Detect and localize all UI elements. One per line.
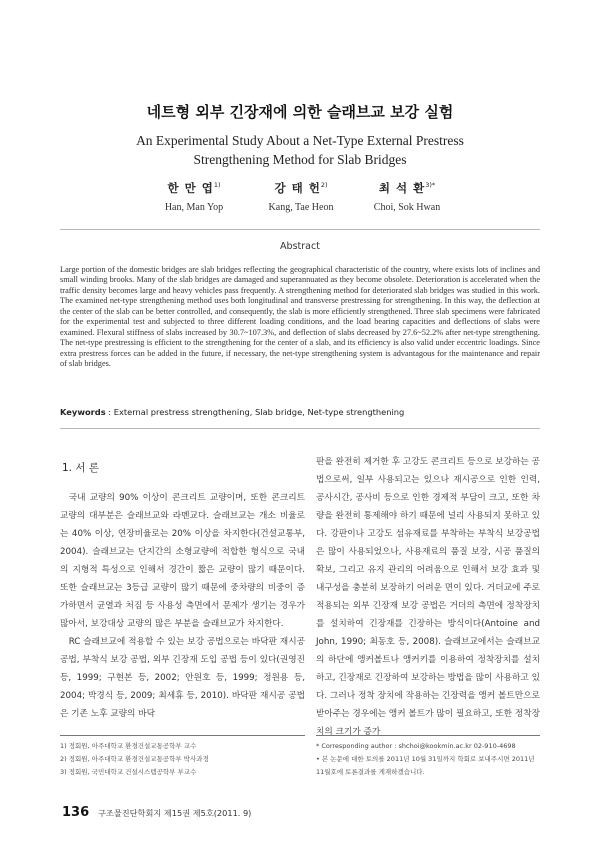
paper-title-english-line2: Strengthening Method for Slab Bridges	[193, 152, 407, 167]
author-2-name-en: Kang, Tae Heon	[268, 202, 334, 213]
author-3-name-ko: 최 석 환$^{3)*}$	[378, 181, 436, 195]
author-3	[352, 180, 462, 213]
author-footnotes	[60, 740, 305, 779]
body-paragraph-3: 판을 완전히 제거한 후 고강도 콘크리트 등으로 보강하는 공법으로써, 일부 사용되고는 있으나 재시공으로 인한 인력, 공사시간, 공사비 등으로 인한 경제적 부담이 크고, 또한 차량을 완전히 통제해야 하기 때문에 널리 사용되지 못하고 있다. 강판이나 고강도 섬유재료를 부착하는 부착식 보강공법은 많이 사용되었으나, 사용재료의 품질 보장, 시공 품질의 확보, 그리고 유지 관리의 어려움으로 인해서 보강 효과 및 내구성을 충분히 보장하기 어려운 면이 있다. 거더교에 주로 적용되는 외부 긴장재 보강 공법은 거더의 측면에 정착장치를 설치하여 긴장재를 긴장하는 방식이다(Antoine and John, 1990; 최동호 등, 2008). 슬래브교에서는 슬래브교의 하단에 앵커볼트나 앵커키를 이용하여 정착장치를 설치하고, 긴장재로 긴장하여 보강하는 방법을 많이 사용하고 있다. 그러나 정착 장치에 작용하는 긴장력을 앵커 볼트만으로 받아주는 경우에는 앵커 볼트가 많이 필요하고, 또한 정착장치의 크기가 증가	[316, 457, 540, 737]
paper-title-korean: 네트형 외부 긴장재에 의한 슬래브교 보강 실험	[146, 103, 454, 121]
keywords-text: : External prestress strengthening, Slab bridge, Net-type strengthening	[108, 407, 405, 417]
footnote-1: 1) 정회원, 아주대학교 환경건설교통공학부 교수	[60, 742, 197, 750]
journal-citation: 구조물진단학회지 제15권 제5호(2011. 9)	[98, 808, 252, 818]
body-right-column	[316, 453, 540, 741]
author-2-name-ko: 강 태 헌$^{2)}$	[274, 181, 328, 195]
author-2	[246, 180, 356, 213]
discussion-note: • 본 논문에 대한 토의를 2011년 10월 31일까지 학회로 보내주시면 2011년 11월호에 토론결과를 게재하겠습니다.	[316, 755, 535, 776]
corresponding-author-note: * Corresponding author : shchoi@kookmin.ac.kr 02-910-4698	[316, 742, 516, 750]
abstract-bottom-rule	[60, 428, 540, 429]
abstract-text: Large portion of the domestic bridges are slab bridges reflecting the geographical characteristic of the country, where exists lots of inclines and small winding brooks. Many of the slab bridges are damaged and superannuated as they become obsolete. Deterioration is accelerated when the traffic density becomes large and heavy vehicles pass frequently. A strengthening method for deteriorated slab bridges was studied in this work. The examined net-type strengthening method uses both longitudinal and transverse prestressing for strengthening. In this way, the deflection at the center of the slab can be better controlled, and consequently, the slab is more efficiently strengthened. Three slab specimens were fabricated for the experimental test and subjected to three different loading conditions, and the load bearing capacities and deflections of slabs were examined. Flexural stiffness of slabs increased by 30.7~107.3%, and deflection of slabs decreased by 27.6~52.2% after net-type strengthening. The net-type prestressing is efficient to the strengthening for the center of a slab, and its efficiency is also valid under eccentric loadings. Since extra prestress forces can be added in the future, if necessary, the net-type strengthening system is advantagous for the maintenance and repair of slab bridges.	[60, 265, 540, 369]
right-note-rule	[316, 735, 540, 736]
abstract-heading: Abstract	[280, 241, 320, 252]
author-1	[139, 180, 249, 213]
keywords-line	[60, 407, 540, 417]
right-notes	[316, 740, 540, 779]
footnote-2: 2) 정회원, 아주대학교 환경건설교통공학부 박사과정	[60, 755, 209, 763]
body-left-column	[60, 489, 305, 723]
paper-title-english-line1: An Experimental Study About a Net-Type External Prestress	[136, 133, 464, 148]
body-paragraph-2: RC 슬래브교에 적용할 수 있는 보강 공법으로는 바닥판 재시공 공법, 부착식 보강 공법, 외부 긴장재 도입 공법 등이 있다(권영진 등, 1999; 구현본 등, 2002; 안원호 등, 1999; 정원용 등, 2004; 박경식 등, 2009; 최세휴 등, 2010). 바닥판 재시공 공법은 기존 노후 교량의 바닥	[60, 637, 305, 719]
author-3-name-en: Choi, Sok Hwan	[373, 202, 441, 213]
author-1-name-ko: 한 만 엽$^{1)}$	[167, 181, 221, 195]
keywords-label: Keywords	[60, 407, 106, 417]
footnote-rule	[60, 735, 305, 736]
author-1-name-en: Han, Man Yop	[164, 202, 224, 213]
footnote-3: 3) 정회원, 국민대학교 건설시스템공학부 부교수	[60, 768, 197, 776]
abstract-top-rule	[60, 229, 540, 230]
body-paragraph-1: 국내 교량의 90% 이상이 콘크리트 교량이며, 또한 콘크리트 교량의 대부분은 슬래브교와 라멘교다. 슬래브교는 개소 비율로는 40% 이상, 연장비율로는 20% 이상을 차지한다(건설교통부, 2004). 슬래브교는 단지간의 소형교량에 적합한 형식으로 국내의 지형적 특성으로 인해서 경간이 짧은 교량이 많기 때문이다. 또한 슬래브교는 3등급 교량이 많기 때문에 중차량의 비중이 증가하면서 균열과 처짐 등 사용성 측면에서 문제가 생기는 경우가 많아서, 보강대상 교량의 많은 부분을 슬래브교가 차지한다.	[60, 493, 305, 629]
section-heading-introduction: 1. 서 론	[62, 462, 99, 474]
page-number: 136	[62, 805, 90, 820]
